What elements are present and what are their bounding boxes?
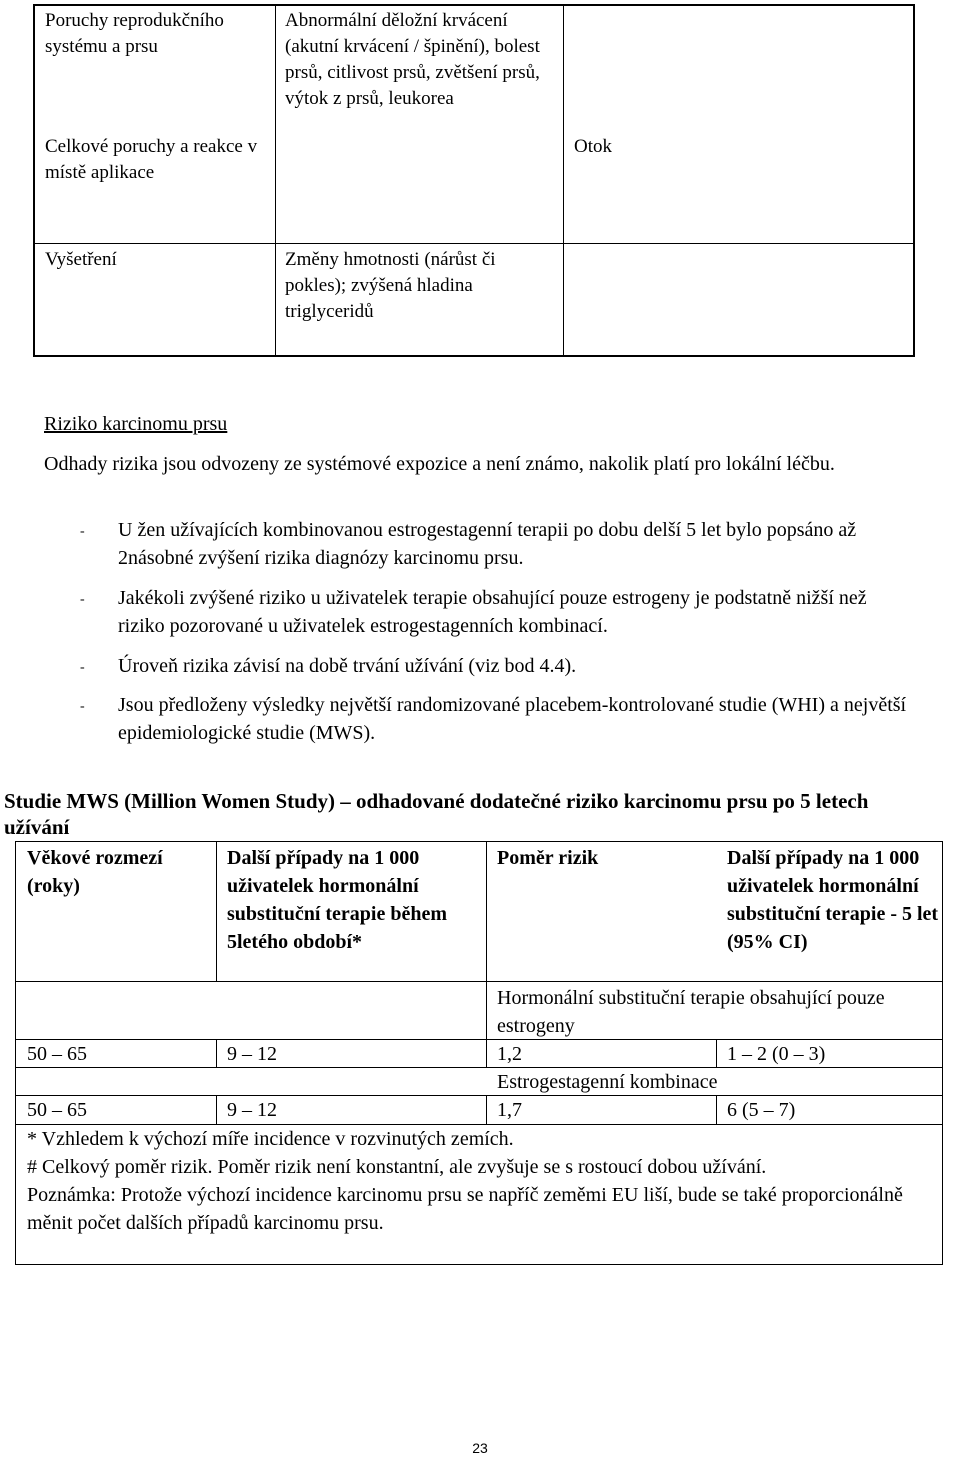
footnote: * Vzhledem k výchozí míře incidence v rozvinutých zemích.: [27, 1128, 514, 1150]
table-cell-cases: 9 – 12: [227, 1099, 277, 1121]
column-divider: [716, 1039, 717, 1067]
column-divider: [216, 1039, 217, 1067]
bullet-marker: -: [80, 699, 85, 714]
table-cell-cases-ci: 1 – 2 (0 – 3): [727, 1043, 826, 1065]
header-additional-cases-ci: Další případy na 1 000 uživatelek hormonální substituční terapie - 5 let (95% CI): [727, 847, 939, 953]
column-divider: [486, 1039, 487, 1067]
table-cell-age: 50 – 65: [27, 1043, 87, 1065]
mws-risk-table: [15, 841, 943, 1265]
bullet-item: Úroveň rizika závisí na době trvání užívání (viz bod 4.4).: [118, 655, 577, 677]
bullet-marker: -: [80, 660, 85, 675]
table-cell-cases: 9 – 12: [227, 1043, 277, 1065]
bullet-item: Jsou předloženy výsledky největší randomizované placebem-kontrolované studie (WHI) a největší epidemiologické studie (MWS).: [118, 694, 907, 744]
group-label-combination: Estrogestagenní kombinace: [497, 1071, 718, 1093]
column-divider: [216, 1095, 217, 1124]
group-label-estrogen-only: Hormonální substituční terapie obsahující pouze estrogeny: [497, 987, 885, 1037]
row-divider: [16, 981, 942, 982]
table-cell-cases-ci: 6 (5 – 7): [727, 1099, 796, 1121]
column-divider: [486, 981, 487, 1039]
column-divider: [486, 1095, 487, 1124]
bullet-item: U žen užívajících kombinovanou estrogestagenní terapii po dobu delší 5 let bylo popsáno až 2násobné zvýšení rizika diagnózy karcinomu prsu.: [118, 519, 857, 569]
column-divider: [275, 6, 276, 355]
intro-paragraph: Odhady rizika jsou odvozeny ze systémové expozice a není známo, nakolik platí pro lokální léčbu.: [44, 453, 835, 475]
table-cell-age: 50 – 65: [27, 1099, 87, 1121]
header-risk-ratio: Poměr rizik: [497, 847, 599, 869]
column-divider: [563, 6, 564, 355]
section-heading: Riziko karcinomu prsu: [44, 413, 228, 435]
table-cell-risk-ratio: 1,2: [497, 1043, 522, 1065]
table-cell-organ-class: Celkové poruchy a reakce v místě aplikace: [45, 136, 258, 183]
column-divider: [716, 1095, 717, 1124]
table-cell-risk-ratio: 1,7: [497, 1099, 522, 1121]
footnote: # Celkový poměr rizik. Poměr rizik není konstantní, ale zvyšuje se s rostoucí dobou užívání.: [27, 1156, 767, 1178]
bullet-item: Jakékoli zvýšené riziko u uživatelek terapie obsahující pouze estrogeny je podstatně nižší než riziko pozorované u uživatelek estrogestagenních kombinací.: [118, 587, 867, 637]
study-heading: Studie MWS (Million Women Study) – odhadované dodatečné riziko karcinomu prsu po 5 letech užívání: [4, 789, 869, 839]
page-number: 23: [472, 1440, 488, 1456]
adverse-reactions-table: [33, 4, 915, 357]
row-divider: [35, 243, 913, 244]
header-age-range: Věkové rozmezí (roky): [27, 847, 163, 897]
table-cell-reaction: Abnormální děložní krvácení (akutní krvácení / špinění), bolest prsů, citlivost prsů, zvětšení prsů, výtok z prsů, leukorea: [285, 10, 540, 109]
footnote: Poznámka: Protože výchozí incidence karcinomu prsu se napříč zeměmi EU liší, bude se také proporcionálně měnit počet dalších případů karcinomu prsu.: [27, 1184, 903, 1234]
table-cell-organ-class: Poruchy reprodukčního systému a prsu: [45, 10, 224, 57]
table-cell-reaction: Otok: [574, 136, 612, 157]
column-divider: [216, 842, 217, 981]
table-cell-organ-class: Vyšetření: [45, 249, 117, 270]
column-divider: [486, 842, 487, 981]
bullet-marker: -: [80, 592, 85, 607]
bullet-marker: -: [80, 524, 85, 539]
header-additional-cases: Další případy na 1 000 uživatelek hormonální substituční terapie během 5letého období*: [227, 847, 447, 953]
table-cell-reaction: Změny hmotnosti (nárůst či pokles); zvýšená hladina triglyceridů: [285, 249, 496, 322]
